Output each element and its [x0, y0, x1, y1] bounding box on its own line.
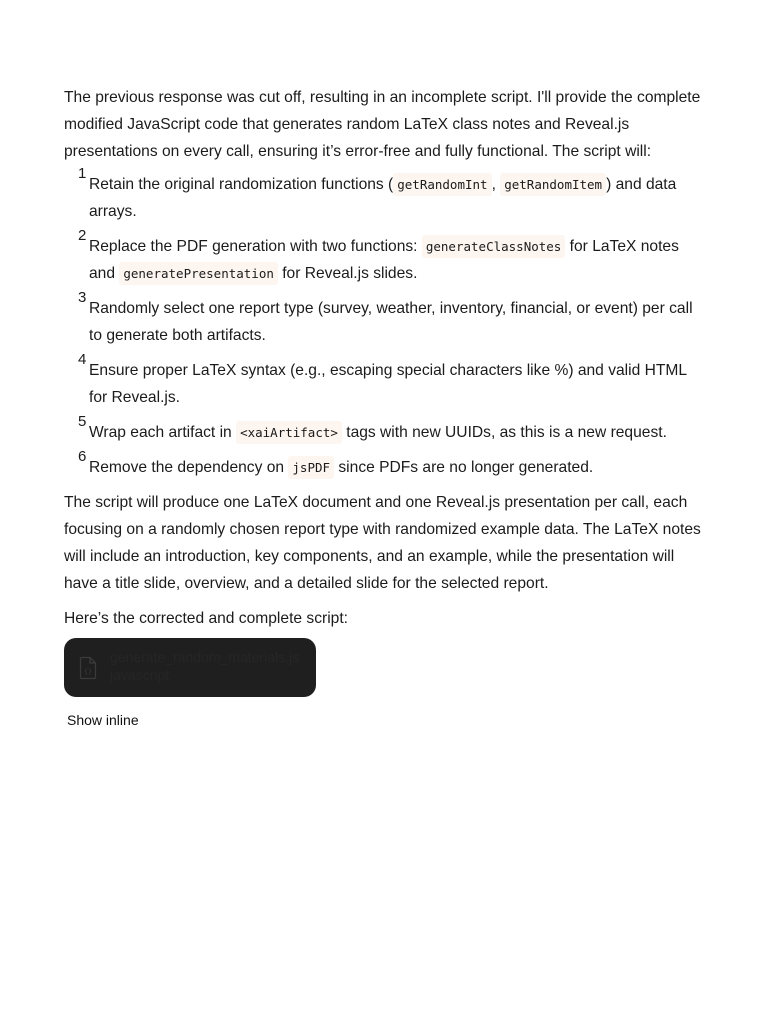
- list-item-number: 5: [78, 413, 87, 430]
- steps-list: [64, 165, 704, 481]
- list-item: 3 Randomly select one report type (survey, weather, inventory, financial, or event) per call to generate both artifacts.: [78, 289, 693, 344]
- list-item-number: 6: [78, 448, 87, 465]
- list-item: 1 Retain the original randomization functions ( getRandomInt , getRandomItem ) and data arrays.: [78, 165, 677, 220]
- artifact-card[interactable]: [64, 638, 316, 697]
- artifact-language: javascript: [110, 667, 170, 683]
- list-item: 6 Remove the dependency on jsPDF since PDFs are no longer generated.: [64, 454, 704, 481]
- list-item-number: 4: [78, 351, 87, 368]
- list-item: 5 Wrap each artifact in <xaiArtifact> tags with new UUIDs, as this is a new request.: [64, 419, 704, 446]
- inline-code: <xaiArtifact>: [236, 421, 342, 444]
- show-inline-button[interactable]: Show inline: [67, 712, 139, 728]
- list-item: 4 Ensure proper LaTeX syntax (e.g., escaping special characters like %) and valid HTML for Reveal.js.: [78, 351, 687, 406]
- intro-paragraph: The previous response was cut off, resulting in an incomplete script. I'll provide the complete modified JavaScript code that generates random LaTeX class notes and Reveal.js presentations on every call, ensuring it’s error-free and fully functional. The script will:: [64, 89, 701, 160]
- inline-code: getRandomItem: [500, 173, 606, 196]
- inline-code: getRandomInt: [393, 173, 491, 196]
- svg-text:{}: {}: [83, 667, 93, 676]
- assistant-message: [64, 84, 704, 734]
- inline-code: jsPDF: [288, 456, 334, 479]
- list-item-number: 3: [78, 289, 87, 306]
- list-item-number: 2: [78, 227, 87, 244]
- lead-paragraph: Here’s the corrected and complete script:: [64, 610, 348, 627]
- list-item-number: 1: [78, 165, 87, 182]
- inline-code: generateClassNotes: [422, 235, 565, 258]
- inline-code: generatePresentation: [119, 262, 278, 285]
- artifact-filename: generate_random_materials.js: [110, 649, 300, 665]
- list-item: 2 Replace the PDF generation with two functions: generateClassNotes for LaTeX notes and generatePresentation for Reveal.js slides.: [64, 233, 704, 287]
- code-file-icon: [78, 656, 98, 680]
- summary-paragraph: The script will produce one LaTeX document and one Reveal.js presentation per call, each focusing on a randomly chosen report type with randomized example data. The LaTeX notes will include an introduction, key components, and an example, while the presentation will have a title slide, overview, and a detailed slide for the selected report.: [64, 494, 701, 592]
